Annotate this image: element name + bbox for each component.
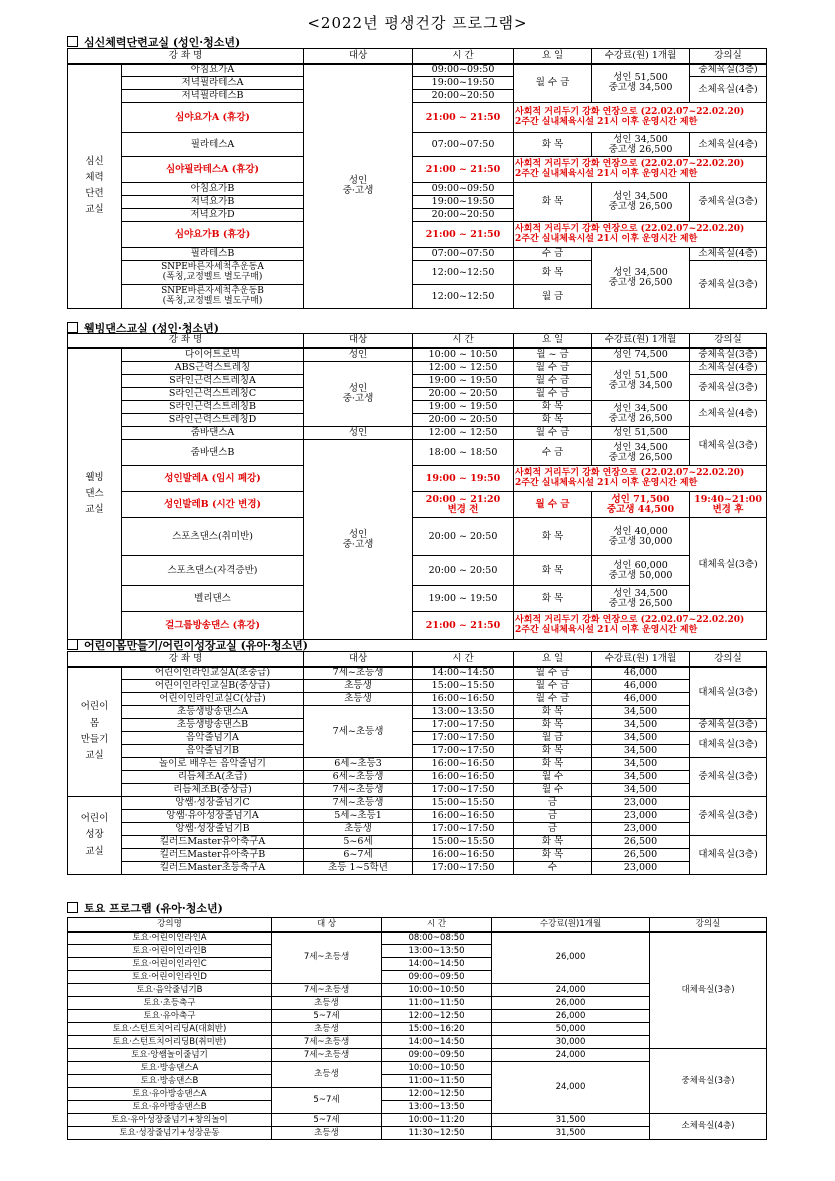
time-cell: 16:00~16:50 bbox=[413, 849, 514, 862]
time-cell: 16:00~16:50 bbox=[413, 758, 514, 771]
time-cell: 13:00~13:50 bbox=[382, 1101, 492, 1114]
day-cell: 화 목 bbox=[514, 586, 592, 612]
day-cell: 금 bbox=[514, 797, 592, 810]
time-cell: 17:00~17:50 bbox=[413, 784, 514, 797]
time-cell: 12:00~12:50 bbox=[413, 285, 514, 309]
room-cell: 소체육실(4층) bbox=[690, 362, 767, 375]
time-cell: 20:00 ~ 20:50 bbox=[413, 556, 514, 586]
fee-cell: 성인 71,500 중고생 44,500 bbox=[592, 492, 690, 518]
col-header: 강의명 bbox=[68, 918, 272, 932]
course-name: 토요·유아축구 bbox=[68, 1010, 272, 1023]
time-cell: 12:00~12:50 bbox=[382, 1010, 492, 1023]
fee-cell: 50,000 bbox=[492, 1023, 650, 1036]
fee-cell: 26,000 bbox=[492, 997, 650, 1010]
time-cell: 14:00~14:50 bbox=[382, 1036, 492, 1049]
target-cell: 성인 중·고생 bbox=[304, 440, 413, 640]
time-cell: 15:00~15:50 bbox=[413, 680, 514, 693]
course-name: 앙쌤·성장줄넘기C bbox=[122, 797, 304, 810]
table-children bbox=[67, 651, 767, 875]
room-cell: 중체육실(3층) bbox=[690, 183, 767, 222]
course-name: 줌바댄스B bbox=[122, 440, 304, 466]
course-name: 토요·어린이인라인A bbox=[68, 932, 272, 945]
target-cell: 초등생 bbox=[304, 823, 413, 836]
target-cell: 성인 중·고생 bbox=[304, 64, 413, 309]
room-cell: 중체육실(3층) bbox=[690, 758, 767, 797]
room-cell: 소체육실(4층) bbox=[690, 248, 767, 261]
day-cell: 월 금 bbox=[514, 732, 592, 745]
notice-cell: 사회적 거리두기 강화 연장으로 (22.02.07~22.02.20) 2주간 실내체육시설 21시 이후 운영시간 제한 bbox=[514, 466, 767, 492]
course-name: 놀이로 배우는 음악줄넘기 bbox=[122, 758, 304, 771]
course-name: 앙쌤·성장줄넘기B bbox=[122, 823, 304, 836]
category-cell: 어린이 성장 교실 bbox=[68, 797, 122, 875]
room-cell: 소체육실(4층) bbox=[690, 133, 767, 157]
target-cell: 초등 1~5학년 bbox=[304, 862, 413, 875]
target-cell: 5~7세 bbox=[272, 1114, 382, 1127]
fee-cell: 34,500 bbox=[592, 771, 690, 784]
fee-cell: 24,000 bbox=[492, 984, 650, 997]
time-cell: 19:00~19:50 bbox=[413, 77, 514, 90]
course-name: 리듬체조A(초급) bbox=[122, 771, 304, 784]
fee-cell: 34,500 bbox=[592, 784, 690, 797]
col-header: 대 상 bbox=[272, 918, 382, 932]
fee-cell: 성인 34,500 중고생 26,500 bbox=[592, 586, 690, 612]
course-name: 토요·음악줄넘기B bbox=[68, 984, 272, 997]
time-cell: 12:00 ~ 12:50 bbox=[413, 427, 514, 440]
room-cell: 중체육실(3층) bbox=[690, 64, 767, 77]
time-cell: 20:00 ~ 21:20 변경 전 bbox=[413, 492, 514, 518]
time-cell: 21:00 ~ 21:50 bbox=[413, 157, 514, 183]
fee-cell: 24,000 bbox=[492, 1062, 650, 1114]
fee-cell: 23,000 bbox=[592, 797, 690, 810]
time-cell: 10:00~11:20 bbox=[382, 1114, 492, 1127]
col-header: 시 간 bbox=[413, 652, 514, 667]
day-cell: 수 금 bbox=[514, 440, 592, 466]
target-cell: 6세~초등3 bbox=[304, 758, 413, 771]
time-cell: 10:00~10:50 bbox=[382, 1062, 492, 1075]
day-cell: 월 수 금 bbox=[514, 64, 592, 103]
fee-cell: 성인 60,000 중고생 50,000 bbox=[592, 556, 690, 586]
time-cell: 13:00~13:50 bbox=[413, 706, 514, 719]
course-name: 음악줄넘기B bbox=[122, 745, 304, 758]
col-header: 강의실 bbox=[690, 49, 767, 64]
checkbox-icon bbox=[67, 36, 78, 47]
fee-cell: 성인 74,500 bbox=[592, 348, 690, 362]
fee-cell: 성인 40,000 중고생 30,000 bbox=[592, 518, 690, 556]
time-cell: 20:00 ~ 20:50 bbox=[413, 414, 514, 427]
time-cell: 19:00 ~ 19:50 bbox=[413, 586, 514, 612]
target-cell: 7세~초등생 bbox=[304, 667, 413, 680]
target-cell: 7세~초등생 bbox=[272, 984, 382, 997]
target-cell: 7세~초등생 bbox=[272, 932, 382, 984]
room-cell: 대체육실(3층) bbox=[690, 667, 767, 719]
day-cell: 화 목 bbox=[514, 719, 592, 732]
target-cell: 5세~초등1 bbox=[304, 810, 413, 823]
col-header: 강 좌 명 bbox=[68, 334, 304, 348]
room-cell: 중체육실(3층) bbox=[690, 375, 767, 401]
room-cell: 19:40~21:00 변경 후 bbox=[690, 492, 767, 518]
fee-cell: 성인 51,500 중고생 34,500 bbox=[592, 362, 690, 401]
day-cell: 월 수 금 bbox=[514, 388, 592, 401]
course-name: 스포츠댄스(취미반) bbox=[122, 518, 304, 556]
day-cell: 화 목 bbox=[514, 401, 592, 414]
target-cell: 5~6세 bbox=[304, 836, 413, 849]
day-cell: 월 수 금 bbox=[514, 427, 592, 440]
time-cell: 20:00~20:50 bbox=[413, 209, 514, 222]
course-name: 토요·유아성장줄넘기+창의놀이 bbox=[68, 1114, 272, 1127]
fee-cell: 26,500 bbox=[592, 849, 690, 862]
fee-cell: 성인 34,500 중고생 26,500 bbox=[592, 248, 690, 309]
notice-cell: 사회적 거리두기 강화 연장으로 (22.02.07~22.02.20) 2주간 실내체육시설 21시 이후 운영시간 제한 bbox=[514, 103, 767, 133]
course-name: 심야필라테스A (휴강) bbox=[122, 157, 304, 183]
fee-cell: 26,000 bbox=[492, 932, 650, 984]
day-cell: 화 목 bbox=[514, 414, 592, 427]
time-cell: 11:00~11:50 bbox=[382, 1075, 492, 1088]
time-cell: 21:00 ~ 21:50 bbox=[413, 612, 514, 640]
room-cell: 대체육실(3층) bbox=[690, 732, 767, 758]
day-cell: 화 목 bbox=[514, 758, 592, 771]
fee-cell: 성인 51,500 bbox=[592, 427, 690, 440]
course-name: 토요·유아방송댄스B bbox=[68, 1101, 272, 1114]
course-name: 어린이인라인교실A(초중급) bbox=[122, 667, 304, 680]
time-cell: 15:00~15:50 bbox=[413, 797, 514, 810]
day-cell: 화 목 bbox=[514, 518, 592, 556]
time-cell: 12:00 ~ 12:50 bbox=[413, 362, 514, 375]
col-header: 요 일 bbox=[514, 334, 592, 348]
target-cell: 6세~초등생 bbox=[304, 771, 413, 784]
time-cell: 13:00~13:50 bbox=[382, 945, 492, 958]
col-header: 시 간 bbox=[413, 49, 514, 64]
table-mind-body bbox=[67, 48, 767, 309]
time-cell: 17:00~17:50 bbox=[413, 823, 514, 836]
time-cell: 19:00~19:50 bbox=[413, 196, 514, 209]
col-header: 요 일 bbox=[514, 49, 592, 64]
course-name: ABS근력스트레칭 bbox=[122, 362, 304, 375]
fee-cell: 34,500 bbox=[592, 745, 690, 758]
time-cell: 21:00 ~ 21:50 bbox=[413, 222, 514, 248]
room-cell: 소체육실(4층) bbox=[690, 401, 767, 427]
col-header: 대상 bbox=[304, 652, 413, 667]
col-header: 대상 bbox=[304, 334, 413, 348]
time-cell: 09:00~09:50 bbox=[413, 64, 514, 77]
course-name: 필라테스B bbox=[122, 248, 304, 261]
checkbox-icon bbox=[67, 322, 78, 333]
course-name: S라인근력스트레칭A bbox=[122, 375, 304, 388]
fee-cell: 성인 34,500 중고생 26,500 bbox=[592, 183, 690, 222]
course-name: 토요·초등축구 bbox=[68, 997, 272, 1010]
time-cell: 11:00~11:50 bbox=[382, 997, 492, 1010]
target-cell: 5~7세 bbox=[272, 1010, 382, 1023]
room-cell: 중체육실(3층) bbox=[690, 348, 767, 362]
fee-cell: 성인 34,500 중고생 26,500 bbox=[592, 133, 690, 157]
course-name: 토요·앙쌤놀이줄넘기 bbox=[68, 1049, 272, 1062]
course-name: S라인근력스트레칭C bbox=[122, 388, 304, 401]
time-cell: 17:00~17:50 bbox=[413, 732, 514, 745]
course-name: 저녁필라테스A bbox=[122, 77, 304, 90]
course-name: 음악줄넘기A bbox=[122, 732, 304, 745]
time-cell: 20:00 ~ 20:50 bbox=[413, 388, 514, 401]
course-name: S라인근력스트레칭D bbox=[122, 414, 304, 427]
col-header: 강의실 bbox=[690, 652, 767, 667]
day-cell: 월 수 금 bbox=[514, 375, 592, 388]
day-cell: 화 목 bbox=[514, 836, 592, 849]
day-cell: 월 ~ 금 bbox=[514, 348, 592, 362]
col-header: 강의실 bbox=[650, 918, 767, 932]
course-name: 토요·어린이인라인B bbox=[68, 945, 272, 958]
category-cell: 어린이 몸 만들기 교실 bbox=[68, 667, 122, 797]
col-header: 요 일 bbox=[514, 652, 592, 667]
target-cell: 성인 bbox=[304, 427, 413, 440]
course-name: 걸그룹방송댄스 (휴강) bbox=[122, 612, 304, 640]
day-cell: 화 목 bbox=[514, 849, 592, 862]
course-name: 스포츠댄스(자격증반) bbox=[122, 556, 304, 586]
course-name: S라인근력스트레칭B bbox=[122, 401, 304, 414]
room-cell: 대체육실(3층) bbox=[690, 518, 767, 612]
day-cell: 수 bbox=[514, 862, 592, 875]
target-cell: 초등생 bbox=[304, 680, 413, 693]
target-cell: 6~7세 bbox=[304, 849, 413, 862]
time-cell: 10:00~10:50 bbox=[382, 984, 492, 997]
fee-cell: 46,000 bbox=[592, 693, 690, 706]
time-cell: 10:00 ~ 10:50 bbox=[413, 348, 514, 362]
time-cell: 11:30~12:50 bbox=[382, 1127, 492, 1140]
col-header: 수강료(원)1개월 bbox=[492, 918, 650, 932]
target-cell: 7세~초등생 bbox=[304, 706, 413, 758]
course-name: 리듬체조B(중상급) bbox=[122, 784, 304, 797]
col-header: 강의실 bbox=[690, 334, 767, 348]
time-cell: 16:00~16:50 bbox=[413, 810, 514, 823]
table-saturday bbox=[67, 917, 767, 1140]
fee-cell: 성인 34,500 중고생 26,500 bbox=[592, 401, 690, 427]
time-cell: 07:00~07:50 bbox=[413, 133, 514, 157]
time-cell: 14:00~14:50 bbox=[382, 958, 492, 971]
fee-cell: 34,500 bbox=[592, 732, 690, 745]
course-name: 초등생방송댄스B bbox=[122, 719, 304, 732]
time-cell: 08:00~08:50 bbox=[382, 932, 492, 945]
course-name: 필라테스A bbox=[122, 133, 304, 157]
day-cell: 화 목 bbox=[514, 183, 592, 222]
course-name: 초등생방송댄스A bbox=[122, 706, 304, 719]
col-header: 대상 bbox=[304, 49, 413, 64]
day-cell: 월 수 금 bbox=[514, 667, 592, 680]
day-cell: 금 bbox=[514, 810, 592, 823]
time-cell: 15:00~15:50 bbox=[413, 836, 514, 849]
course-name: 성인발레A (임시 폐강) bbox=[122, 466, 304, 492]
course-name: SNPE바른자세척추운동B (폭칭,교정벨트 별도구매) bbox=[122, 285, 304, 309]
target-cell: 7세~초등생 bbox=[304, 797, 413, 810]
time-cell: 16:00~16:50 bbox=[413, 693, 514, 706]
page-title: <2022년 평생건강 프로그램> bbox=[307, 14, 528, 32]
target-cell: 7세~초등생 bbox=[272, 1049, 382, 1062]
fee-cell: 성인 51,500 중고생 34,500 bbox=[592, 64, 690, 103]
fee-cell: 30,000 bbox=[492, 1036, 650, 1049]
course-name: 앙쌤·유아성장줄넘기A bbox=[122, 810, 304, 823]
target-cell: 7세~초등생 bbox=[304, 784, 413, 797]
fee-cell: 46,000 bbox=[592, 667, 690, 680]
room-cell: 대체육실(3층) bbox=[690, 427, 767, 466]
day-cell: 월 수 bbox=[514, 784, 592, 797]
day-cell: 화 목 bbox=[514, 745, 592, 758]
day-cell: 수 금 bbox=[514, 248, 592, 261]
fee-cell: 34,500 bbox=[592, 758, 690, 771]
room-cell: 소체육실(4층) bbox=[690, 77, 767, 103]
course-name: SNPE바른자세척추운동A (폭칭,교정벨트 별도구매) bbox=[122, 261, 304, 285]
day-cell: 금 bbox=[514, 823, 592, 836]
fee-cell: 23,000 bbox=[592, 862, 690, 875]
course-name: 어린이인라인교실B(중상급) bbox=[122, 680, 304, 693]
day-cell: 월 수 금 bbox=[514, 693, 592, 706]
course-name: 토요·성장줄넘기+성장운동 bbox=[68, 1127, 272, 1140]
col-header: 강 좌 명 bbox=[68, 49, 304, 64]
course-name: 토요·유아방송댄스A bbox=[68, 1088, 272, 1101]
time-cell: 17:00~17:50 bbox=[413, 862, 514, 875]
course-name: 심야요가A (휴강) bbox=[122, 103, 304, 133]
target-cell: 초등생 bbox=[304, 693, 413, 706]
course-name: 토요·방송댄스A bbox=[68, 1062, 272, 1075]
section-heading-mind-body: 심신체력단련교실 (성인·청소년) bbox=[67, 34, 240, 50]
target-cell: 5~7세 bbox=[272, 1088, 382, 1114]
course-name: 아침요가A bbox=[122, 64, 304, 77]
time-cell: 16:00~16:50 bbox=[413, 771, 514, 784]
room-cell: 대체육실(3층) bbox=[650, 932, 767, 1049]
checkbox-icon bbox=[67, 639, 78, 650]
room-cell: 중체육실(3층) bbox=[690, 719, 767, 732]
time-cell: 09:00~09:50 bbox=[413, 183, 514, 196]
col-header: 수강료(원) 1개월 bbox=[592, 334, 690, 348]
col-header: 강 좌 명 bbox=[68, 652, 304, 667]
fee-cell: 26,500 bbox=[592, 836, 690, 849]
checkbox-icon bbox=[67, 902, 78, 913]
time-cell: 14:00~14:50 bbox=[413, 667, 514, 680]
day-cell: 월 수 금 bbox=[514, 680, 592, 693]
time-cell: 21:00 ~ 21:50 bbox=[413, 103, 514, 133]
course-name: 토요·방송댄스B bbox=[68, 1075, 272, 1088]
time-cell: 12:00~12:50 bbox=[382, 1088, 492, 1101]
day-cell: 월 수 금 bbox=[514, 362, 592, 375]
day-cell: 화 목 bbox=[514, 556, 592, 586]
time-cell: 09:00~09:50 bbox=[382, 1049, 492, 1062]
target-cell: 초등생 bbox=[272, 1062, 382, 1088]
room-cell: 중체육실(3층) bbox=[690, 797, 767, 836]
day-cell: 월 수 bbox=[514, 771, 592, 784]
section-heading-children: 어린이몸만들기/어린이성장교실 (유아·청소년) bbox=[67, 637, 308, 653]
category-cell: 심신 체력 단련 교실 bbox=[68, 64, 122, 309]
course-name: 저녁요가B bbox=[122, 196, 304, 209]
target-cell: 성인 중·고생 bbox=[304, 362, 413, 427]
course-name: 다이어트로빅 bbox=[122, 348, 304, 362]
section-heading-saturday: 토요 프로그램 (유아·청소년) bbox=[67, 900, 223, 916]
course-name: 토요·어린이인라인D bbox=[68, 971, 272, 984]
fee-cell: 46,000 bbox=[592, 680, 690, 693]
fee-cell: 성인 34,500 중고생 26,500 bbox=[592, 440, 690, 466]
day-cell: 월 수 금 bbox=[514, 492, 592, 518]
section-heading-dance: 웰빙댄스교실 (성인·청소년) bbox=[67, 320, 219, 336]
fee-cell: 23,000 bbox=[592, 823, 690, 836]
day-cell: 화 목 bbox=[514, 133, 592, 157]
time-cell: 07:00~07:50 bbox=[413, 248, 514, 261]
room-cell: 중체육실(3층) bbox=[650, 1049, 767, 1114]
category-cell: 웰빙 댄스 교실 bbox=[68, 348, 122, 640]
course-name: 저녁요가D bbox=[122, 209, 304, 222]
col-header: 시 간 bbox=[413, 334, 514, 348]
course-name: 토요·스턴트치어리딩B(취미반) bbox=[68, 1036, 272, 1049]
target-cell: 7세~초등생 bbox=[272, 1036, 382, 1049]
fee-cell: 31,500 bbox=[492, 1127, 650, 1140]
target-cell: 성인 bbox=[304, 348, 413, 362]
course-name: 심야요가B (휴강) bbox=[122, 222, 304, 248]
time-cell: 20:00 ~ 20:50 bbox=[413, 518, 514, 556]
time-cell: 15:00~16:20 bbox=[382, 1023, 492, 1036]
col-header: 수강료(원) 1개월 bbox=[592, 652, 690, 667]
course-name: 토요·스턴트치어리딩A(대회반) bbox=[68, 1023, 272, 1036]
target-cell: 초등생 bbox=[272, 1127, 382, 1140]
target-cell: 초등생 bbox=[272, 997, 382, 1010]
fee-cell: 26,000 bbox=[492, 1010, 650, 1023]
target-cell: 초등생 bbox=[272, 1023, 382, 1036]
time-cell: 17:00~17:50 bbox=[413, 745, 514, 758]
time-cell: 09:00~09:50 bbox=[382, 971, 492, 984]
fee-cell: 34,500 bbox=[592, 706, 690, 719]
fee-cell: 31,500 bbox=[492, 1114, 650, 1127]
notice-cell: 사회적 거리두기 강화 연장으로 (22.02.07~22.02.20) 2주간 실내체육시설 21시 이후 운영시간 제한 bbox=[514, 612, 767, 640]
room-cell: 소체육실(4층) bbox=[650, 1114, 767, 1140]
col-header: 시 간 bbox=[382, 918, 492, 932]
course-name: 어린이인라인교실C(상급) bbox=[122, 693, 304, 706]
fee-cell: 23,000 bbox=[592, 810, 690, 823]
notice-cell: 사회적 거리두기 강화 연장으로 (22.02.07~22.02.20) 2주간 실내체육시설 21시 이후 운영시간 제한 bbox=[514, 222, 767, 248]
room-cell: 중체육실(3층) bbox=[690, 261, 767, 309]
day-cell: 월 금 bbox=[514, 285, 592, 309]
course-name: 킬러드Master초등축구A bbox=[122, 862, 304, 875]
course-name: 토요·어린이인라인C bbox=[68, 958, 272, 971]
course-name: 저녁필라테스B bbox=[122, 90, 304, 103]
course-name: 벨리댄스 bbox=[122, 586, 304, 612]
fee-cell: 24,000 bbox=[492, 1049, 650, 1062]
time-cell: 19:00 ~ 19:50 bbox=[413, 401, 514, 414]
course-name: 킬러드Master유아축구A bbox=[122, 836, 304, 849]
time-cell: 20:00~20:50 bbox=[413, 90, 514, 103]
time-cell: 18:00 ~ 18:50 bbox=[413, 440, 514, 466]
table-dance bbox=[67, 333, 767, 640]
notice-cell: 사회적 거리두기 강화 연장으로 (22.02.07~22.02.20) 2주간 실내체육시설 21시 이후 운영시간 제한 bbox=[514, 157, 767, 183]
course-name: 아침요가B bbox=[122, 183, 304, 196]
course-name: 줌바댄스A bbox=[122, 427, 304, 440]
time-cell: 12:00~12:50 bbox=[413, 261, 514, 285]
time-cell: 19:00 ~ 19:50 bbox=[413, 375, 514, 388]
col-header: 수강료(원) 1개월 bbox=[592, 49, 690, 64]
course-name: 킬러드Master유아축구B bbox=[122, 849, 304, 862]
course-name: 성인발레B (시간 변경) bbox=[122, 492, 304, 518]
time-cell: 19:00 ~ 19:50 bbox=[413, 466, 514, 492]
day-cell: 화 목 bbox=[514, 261, 592, 285]
fee-cell: 34,500 bbox=[592, 719, 690, 732]
day-cell: 화 목 bbox=[514, 706, 592, 719]
time-cell: 17:00~17:50 bbox=[413, 719, 514, 732]
room-cell: 대체육실(3층) bbox=[690, 836, 767, 875]
